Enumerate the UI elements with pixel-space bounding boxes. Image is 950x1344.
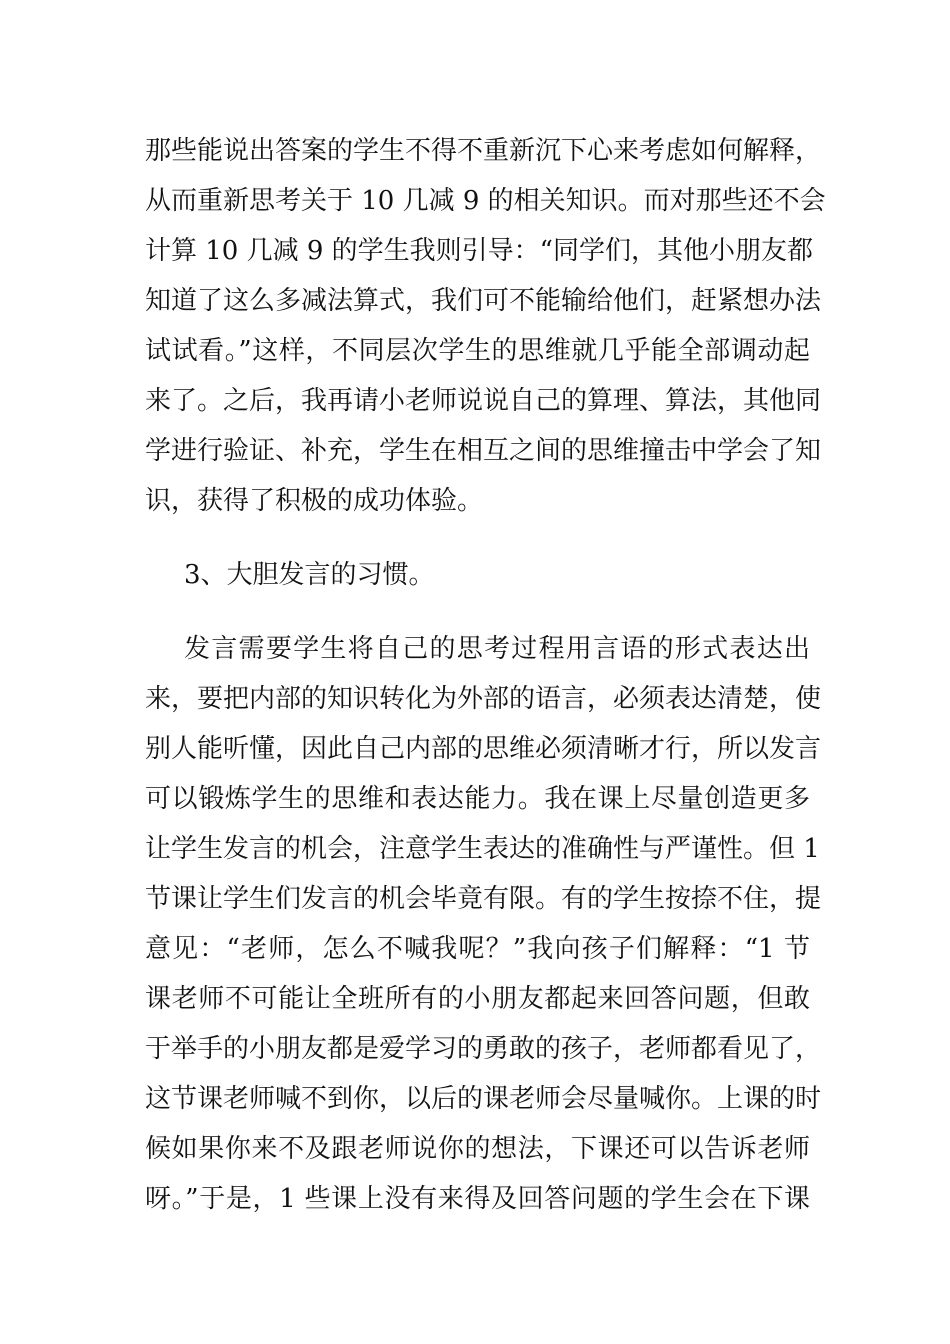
paragraph-line: 可以锻炼学生的思维和表达能力。我在课上尽量创造更多 bbox=[145, 784, 810, 814]
paragraph-1 bbox=[145, 126, 826, 526]
paragraph-line: 课老师不可能让全班所有的小朋友都起来回答问题，但敢 bbox=[145, 984, 810, 1014]
document-body bbox=[145, 126, 826, 1224]
paragraph-line: 候如果你来不及跟老师说你的想法，下课还可以告诉老师 bbox=[145, 1134, 810, 1164]
paragraph-line: 知道了这么多减法算式，我们可不能输给他们，赶紧想办法 bbox=[145, 286, 822, 316]
paragraph-line: 这节课老师喊不到你，以后的课老师会尽量喊你。上课的时 bbox=[145, 1084, 822, 1114]
paragraph-line: 识，获得了积极的成功体验。 bbox=[145, 486, 484, 516]
paragraph-line: 来了。之后，我再请小老师说说自己的算理、算法，其他同 bbox=[145, 386, 822, 416]
paragraph-line: 发言需要学生将自己的思考过程用言语的形式表达出 bbox=[184, 634, 810, 664]
paragraph-line: 意见：“老师，怎么不喊我呢？”我向孩子们解释：“1 节 bbox=[145, 934, 810, 964]
paragraph-line: 试试看。”这样，不同层次学生的思维就几乎能全部调动起 bbox=[145, 336, 810, 366]
paragraph-line: 计算 10 几减 9 的学生我则引导：“同学们，其他小朋友都 bbox=[145, 236, 813, 266]
paragraph-line: 呀。”于是，1 些课上没有来得及回答问题的学生会在下课 bbox=[145, 1184, 810, 1214]
paragraph-line: 让学生发言的机会，注意学生表达的准确性与严谨性。但 1 bbox=[145, 834, 820, 864]
paragraph-line: 学进行验证、补充，学生在相互之间的思维撞击中学会了知 bbox=[145, 436, 822, 466]
paragraph-line: 于举手的小朋友都是爱学习的勇敢的孩子，老师都看见了， bbox=[145, 1034, 822, 1064]
paragraph-2 bbox=[145, 624, 822, 1224]
section-heading: 3、大胆发言的习惯。 bbox=[184, 560, 435, 590]
paragraph-line: 从而重新思考关于 10 几减 9 的相关知识。而对那些还不会 bbox=[145, 186, 826, 216]
paragraph-line: 来，要把内部的知识转化为外部的语言，必须表达清楚，使 bbox=[145, 684, 822, 714]
paragraph-line: 别人能听懂，因此自己内部的思维必须清晰才行，所以发言 bbox=[145, 734, 822, 764]
paragraph-line: 那些能说出答案的学生不得不重新沉下心来考虑如何解释， bbox=[145, 136, 822, 166]
paragraph-line: 节课让学生们发言的机会毕竟有限。有的学生按捺不住，提 bbox=[145, 884, 822, 914]
